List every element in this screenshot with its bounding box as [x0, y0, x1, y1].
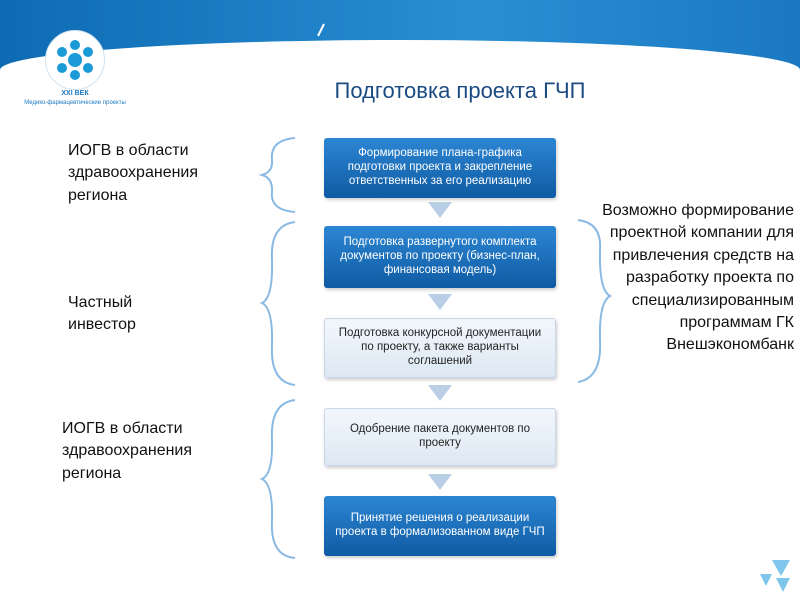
- down-arrow-icon: [428, 294, 452, 310]
- logo-title: XXI ВЕК: [61, 90, 89, 97]
- step-1-text: Формирование плана-графика подготовки проекта и закрепление ответственных за его реализацию: [347, 147, 533, 187]
- step-3-box: [324, 318, 556, 378]
- step-1-box: [324, 138, 556, 198]
- right-note: Возможно формирование проектной компании для привлечения средств на разработку проекта по специализированным программам ГК Внешэкономбанк: [602, 202, 794, 354]
- step-5-text: Принятие решения о реализации проекта в формализованном виде ГЧП: [335, 512, 545, 538]
- logo-subtitle: Медико-фармацевтические проекты: [24, 100, 126, 106]
- left-label-2: Частный инвестор: [68, 294, 136, 334]
- left-label-3: ИОГВ в области здравоохранения региона: [62, 420, 193, 482]
- logo: [20, 30, 130, 130]
- snowflake-icon: [46, 31, 104, 89]
- down-arrow-icon: [428, 474, 452, 490]
- down-arrow-icon: [428, 202, 452, 218]
- bracket-left-3: [262, 400, 295, 558]
- left-label-1: ИОГВ в области здравоохранения региона: [68, 142, 199, 204]
- bracket-left-1: [262, 138, 295, 212]
- step-3-text: Подготовка конкурсной документации по проекту, а также варианты соглашений: [338, 327, 542, 367]
- header-slash-mark: [318, 24, 324, 36]
- down-arrow-icon: [428, 385, 452, 401]
- logo-emblem: [45, 30, 105, 90]
- step-2-text: Подготовка развернутого комплекта документов по проекту (бизнес-план, финансовая модель): [340, 236, 540, 276]
- step-4-box: [324, 408, 556, 466]
- step-4-text: Одобрение пакета документов по проекту: [349, 423, 531, 449]
- step-5-box: [324, 496, 556, 556]
- bracket-left-2: [262, 222, 295, 385]
- step-2-box: [324, 226, 556, 288]
- corner-decoration: [760, 560, 790, 592]
- page-title: Подготовка проекта ГЧП: [334, 78, 586, 103]
